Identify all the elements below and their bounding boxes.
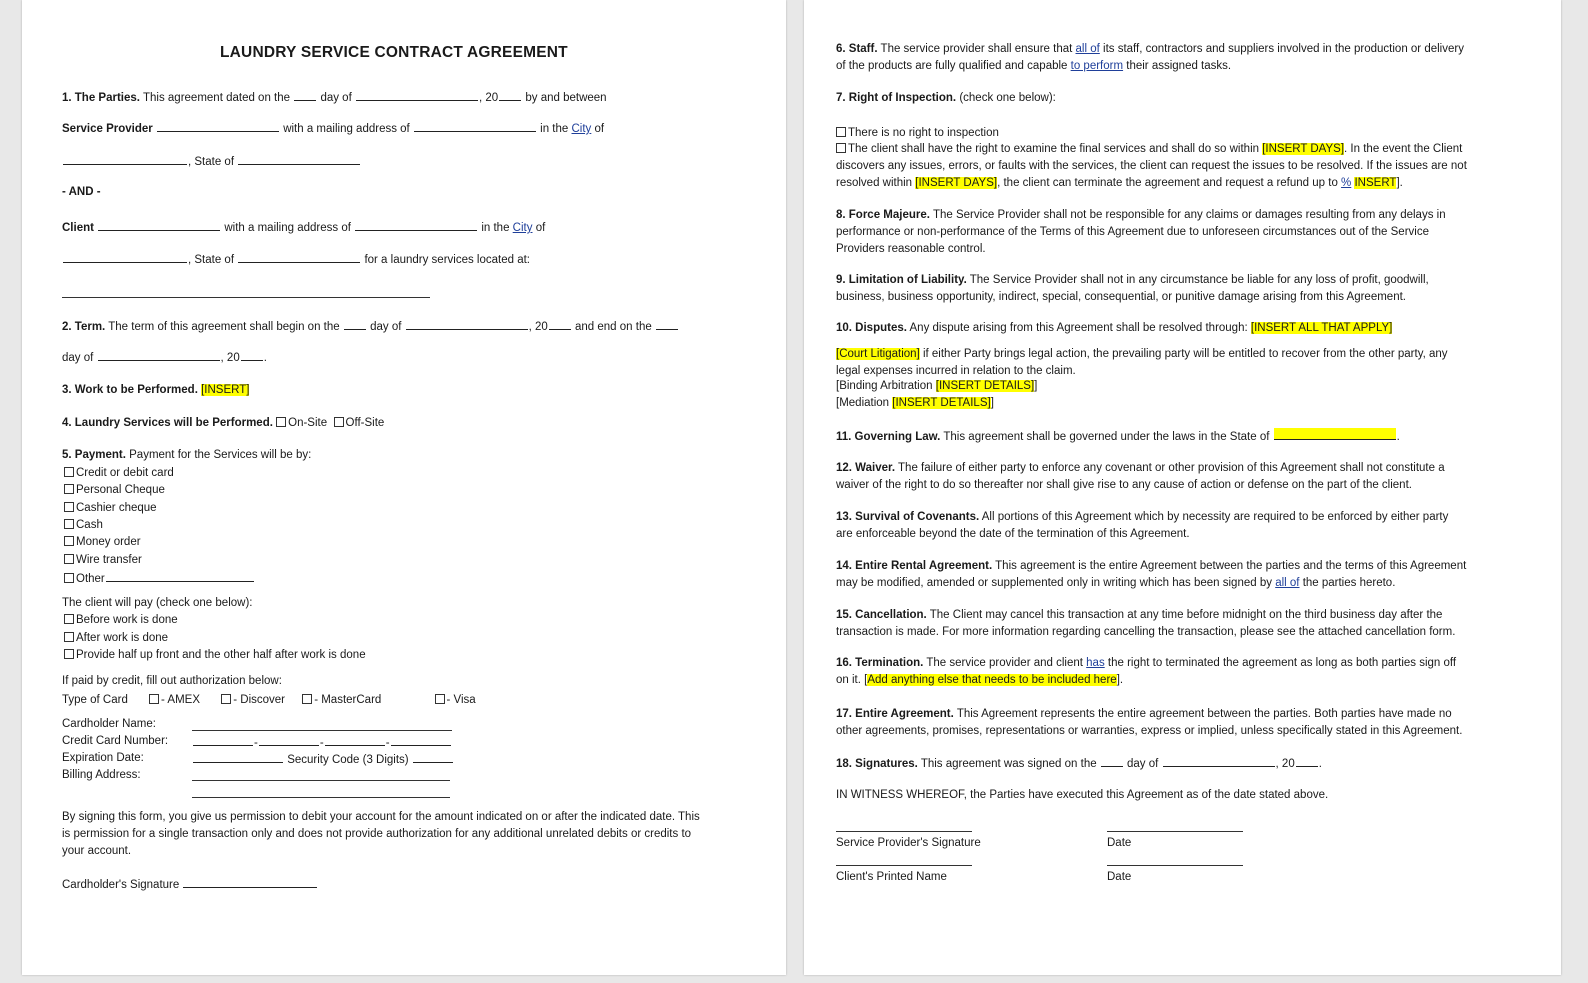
- term-text: The term of this agreement shall begin on the: [108, 321, 340, 333]
- card-number-blank[interactable]: [325, 734, 385, 746]
- staff-text-a: The service provider shall ensure that: [880, 43, 1073, 55]
- refund-insert: INSERT: [1354, 177, 1397, 189]
- discover-checkbox[interactable]: [221, 694, 231, 704]
- entire-label: 17. Entire Agreement.: [836, 708, 954, 720]
- staff-text-b: its staff, contractors and suppliers involved in the production or delivery of the products are fully qualified and capable: [836, 43, 1464, 72]
- location-blank[interactable]: [62, 297, 430, 298]
- date-line-1[interactable]: [1107, 831, 1243, 832]
- governing-label: 11. Governing Law.: [836, 431, 941, 443]
- other-blank[interactable]: [106, 570, 254, 582]
- term-end-year-blank[interactable]: [241, 349, 263, 361]
- client-state-blank[interactable]: [238, 251, 360, 263]
- card-number-blank[interactable]: [391, 734, 451, 746]
- client-mailing-text: with a mailing address of: [224, 222, 351, 234]
- binding-insert: [INSERT DETAILS]: [935, 380, 1035, 392]
- service-provider-label: Service Provider: [62, 123, 153, 135]
- client-pay-option: [64, 613, 178, 628]
- staff-text-c: their assigned tasks.: [1126, 60, 1232, 72]
- sp-city-blank[interactable]: [63, 153, 187, 165]
- sign-month-blank[interactable]: [1163, 755, 1275, 767]
- payment-option-label: Money order: [76, 536, 141, 548]
- staff-section: [836, 41, 1468, 75]
- payment-checkbox[interactable]: [64, 519, 74, 529]
- signatures-line: 18. Signatures. This agreement was signed on the day of , 20 .: [836, 755, 1322, 772]
- force-text: The Service Provider shall not be responsible for any claims or damages resulting from any delays in performance or non-performance of the Terms of this Agreement due to unforeseen circumstances out of the Service Providers reasonable control.: [836, 209, 1446, 255]
- payment-option-label: Other: [76, 573, 105, 585]
- client-pay-option-label: Provide half up front and the other half after work is done: [76, 649, 366, 661]
- billing-blank-2[interactable]: [192, 797, 450, 798]
- card-number-blank[interactable]: [259, 734, 319, 746]
- term-end-day-blank[interactable]: [656, 318, 678, 330]
- card-number-blanks: - - -: [192, 734, 452, 751]
- term-end-day-of: day of: [62, 352, 94, 364]
- payment-checkbox[interactable]: [64, 554, 74, 564]
- rental-text-b: the parties hereto.: [1302, 577, 1396, 589]
- force-majeure-section: [836, 207, 1468, 258]
- payment-text: Payment for the Services will be by:: [129, 449, 312, 461]
- sign-day-blank[interactable]: [1101, 755, 1123, 767]
- cardholder-signature-line: [62, 876, 318, 893]
- laundry-label: 4. Laundry Services will be Performed.: [62, 417, 273, 429]
- termination-section: [836, 655, 1468, 689]
- work-label: 3. Work to be Performed.: [62, 384, 198, 396]
- inspection-text: (check one below):: [959, 92, 1056, 104]
- client-city-blank[interactable]: [63, 251, 187, 263]
- date-label-2: Date: [1107, 871, 1132, 883]
- court-litigation: [836, 346, 1468, 380]
- parties-between: by and between: [525, 92, 607, 104]
- payment-option: [64, 553, 142, 568]
- parties-text: This agreement dated on the: [142, 92, 291, 104]
- mastercard-label: - MasterCard: [314, 694, 382, 706]
- day-blank[interactable]: [294, 89, 316, 101]
- payment-label: 5. Payment.: [62, 449, 126, 461]
- insert-days-1: [INSERT DAYS]: [1262, 143, 1345, 155]
- document-page-right: [804, 0, 1561, 975]
- mediation-insert: [INSERT DETAILS]: [892, 397, 991, 409]
- payment-checkbox[interactable]: [64, 573, 74, 583]
- sp-state-text: , State of: [188, 156, 235, 168]
- entire-text: This Agreement represents the entire agreement between the parties. Both parties have made no other agreements, promises, representations or warranties, express or implied, unless specifically stated in this Agreement.: [836, 708, 1463, 737]
- expiration-line: [192, 751, 454, 768]
- client-city-link: City: [512, 222, 533, 234]
- payment-checkbox[interactable]: [64, 467, 74, 477]
- payment-option-label: Credit or debit card: [76, 467, 174, 479]
- state-line-2: [62, 251, 530, 268]
- witness-text: IN WITNESS WHEREOF, the Parties have executed this Agreement as of the date stated above.: [836, 789, 1329, 801]
- amex-checkbox[interactable]: [149, 694, 159, 704]
- payment-line: [62, 448, 311, 463]
- disputes-line: [836, 321, 1392, 336]
- service-provider-blank[interactable]: [157, 120, 279, 132]
- term-end-year-prefix: , 20: [220, 352, 240, 364]
- offsite-checkbox[interactable]: [334, 417, 344, 427]
- liability-text: The Service Provider shall not in any circumstance be liable for any loss of profit, goodwill, business, business opportunity, indirect, special, consequential, or punitive damage arising from this Agreement.: [836, 274, 1429, 303]
- client-city-post: of: [535, 222, 546, 234]
- payment-option-label: Cash: [76, 519, 103, 531]
- parties-year-prefix: , 20: [478, 92, 499, 104]
- payment-checkbox[interactable]: [64, 484, 74, 494]
- client-pay-checkbox[interactable]: [64, 649, 74, 659]
- sp-city-pre: in the: [540, 123, 569, 135]
- expiration-label: Expiration Date:: [62, 752, 144, 764]
- mastercard-checkbox[interactable]: [302, 694, 312, 704]
- cancellation-label: 15. Cancellation.: [836, 609, 927, 621]
- inspection-checkbox[interactable]: [836, 127, 846, 137]
- date-label-1: Date: [1107, 837, 1132, 849]
- term-line-2: day of , 20 .: [62, 349, 267, 366]
- client-pay-checkbox[interactable]: [64, 614, 74, 624]
- sign-year-blank[interactable]: [1296, 755, 1318, 767]
- security-code-blank[interactable]: [413, 751, 453, 763]
- disputes-insert-all: [INSERT ALL THAT APPLY]: [1250, 322, 1393, 334]
- inspection-option-1: [836, 126, 999, 141]
- survival-label: 13. Survival of Covenants.: [836, 511, 980, 523]
- entire-agreement-section: [836, 706, 1468, 740]
- client-pay-checkbox[interactable]: [64, 632, 74, 642]
- expiration-blank[interactable]: [193, 751, 283, 763]
- term-label: 2. Term.: [62, 321, 106, 333]
- inspection-checkbox[interactable]: [836, 143, 846, 153]
- date-line-2[interactable]: [1107, 865, 1243, 866]
- governing-text: This agreement shall be governed under the laws in the State of: [943, 431, 1270, 443]
- rental-link: all of: [1275, 577, 1300, 589]
- term-end-month-blank[interactable]: [98, 349, 220, 361]
- payment-option: [64, 483, 165, 498]
- client-pay-option-label: Before work is done: [76, 614, 178, 626]
- inspection-line: [836, 91, 1056, 106]
- onsite-label: On-Site: [288, 417, 328, 429]
- termination-text-b: the right to terminated the agreement as long as both parties sign off on it. [: [836, 657, 1457, 686]
- staff-link-a: all of: [1075, 43, 1100, 55]
- client-pay-option: [64, 648, 366, 663]
- disputes-label: 10. Disputes.: [836, 322, 907, 334]
- payment-checkbox[interactable]: [64, 536, 74, 546]
- sp-signature-line[interactable]: [836, 831, 972, 832]
- cardholder-name-blank[interactable]: [192, 730, 452, 731]
- staff-label: 6. Staff.: [836, 43, 878, 55]
- inspection-opt2-text-c: , the client can terminate the agreement and request a refund up to: [997, 177, 1338, 189]
- mediation: [836, 396, 994, 411]
- signatures-text-b: day of: [1127, 758, 1159, 770]
- authorization-text: By signing this form, you give us permission to debit your account for the amount indicated on or after the indicated date. This is permission for a single transaction only and does not provide authorization for any additional unrelated debits or credits to your account.: [62, 811, 700, 857]
- insert-days-2: [INSERT DAYS]: [915, 177, 998, 189]
- governing-state-blank[interactable]: [1274, 428, 1396, 440]
- court-litigation-label: [Court Litigation]: [836, 348, 920, 360]
- term-month-blank[interactable]: [406, 318, 528, 330]
- sp-signature-label: Service Provider's Signature: [836, 837, 981, 849]
- binding-label: [Binding Arbitration: [836, 380, 933, 392]
- cancellation-text: The Client may cancel this transaction at any time before midnight on the third business day after the transaction is made. For more information regarding cancelling the transaction, please see the attached cancellation form.: [836, 609, 1456, 638]
- sp-address-blank[interactable]: [414, 120, 536, 132]
- liability-section: [836, 272, 1468, 306]
- service-provider-line: [62, 120, 604, 137]
- visa-checkbox[interactable]: [435, 694, 445, 704]
- disputes-text: Any dispute arising from this Agreement shall be resolved through:: [909, 322, 1248, 334]
- client-name-label: Client's Printed Name: [836, 871, 947, 883]
- client-address-blank[interactable]: [355, 219, 477, 231]
- termination-text-a: The service provider and client: [926, 657, 1083, 669]
- card-number-blank[interactable]: [193, 734, 253, 746]
- parties-label: 1. The Parties.: [62, 92, 140, 104]
- cardholder-name-label: Cardholder Name:: [62, 718, 156, 730]
- term-year-prefix: , 20: [528, 321, 548, 333]
- binding-arbitration: [836, 379, 1037, 394]
- laundry-line: [62, 416, 384, 431]
- client-pay-option-label: After work is done: [76, 632, 169, 644]
- inspection-option-2: [836, 141, 1468, 192]
- state-line-1: [62, 153, 361, 170]
- billing-label: Billing Address:: [62, 769, 141, 781]
- waiver-label: 12. Waiver.: [836, 462, 896, 474]
- mediation-close: ]: [990, 397, 994, 409]
- payment-option: [64, 466, 174, 481]
- term-day-blank[interactable]: [344, 318, 366, 330]
- rental-label: 14. Entire Rental Agreement.: [836, 560, 993, 572]
- credit-intro: If paid by credit, fill out authorization below:: [62, 675, 282, 687]
- card-type-label: Type of Card: [62, 694, 128, 706]
- onsite-checkbox[interactable]: [276, 417, 286, 427]
- term-line: [62, 318, 679, 335]
- client-line: [62, 219, 545, 236]
- parties-day-of: day of: [320, 92, 352, 104]
- inspection-opt2-text-b: . In the event the Client discovers any issues, errors, or faults with the services, the client can request the issues to be resolved. If the issues are not resolved within: [836, 143, 1467, 189]
- payment-option: [64, 501, 157, 516]
- termination-label: 16. Termination.: [836, 657, 924, 669]
- payment-option: [64, 518, 103, 533]
- client-blank[interactable]: [98, 219, 220, 231]
- sp-state-blank[interactable]: [238, 153, 360, 165]
- document-title: LAUNDRY SERVICE CONTRACT AGREEMENT: [220, 44, 568, 61]
- sp-mailing-text: with a mailing address of: [283, 123, 410, 135]
- term-day-of: day of: [370, 321, 402, 333]
- sp-city-post: of: [594, 123, 605, 135]
- survival-text: All portions of this Agreement which by necessity are required to be enforced by either party are enforceable beyond the date of the termination of this Agreement.: [836, 511, 1449, 540]
- payment-checkbox[interactable]: [64, 502, 74, 512]
- client-label: Client: [62, 222, 94, 234]
- billing-blank[interactable]: [192, 780, 450, 781]
- term-year-blank[interactable]: [549, 318, 571, 330]
- governing-law-line: 11. Governing Law. This agreement shall be governed under the laws in the State of .: [836, 428, 1400, 445]
- termination-end: ].: [1116, 674, 1124, 686]
- rental-section: [836, 558, 1468, 592]
- year-blank[interactable]: [499, 89, 521, 101]
- cancellation-section: [836, 607, 1468, 641]
- liability-label: 9. Limitation of Liability.: [836, 274, 967, 286]
- termination-link: has: [1086, 657, 1105, 669]
- offsite-label: Off-Site: [345, 417, 385, 429]
- inspection-option-label: There is no right to inspection: [848, 127, 999, 139]
- force-label: 8. Force Majeure.: [836, 209, 930, 221]
- signatures-year-prefix: , 20: [1275, 758, 1295, 770]
- parties-line: [62, 89, 607, 106]
- cardholder-signature-blank[interactable]: [183, 876, 317, 888]
- work-insert: [INSERT]: [201, 384, 250, 396]
- inspection-label: 7. Right of Inspection.: [836, 92, 957, 104]
- staff-link-b: to perform: [1070, 60, 1124, 72]
- client-pay-text: The client will pay (check one below):: [62, 597, 253, 609]
- amex-label: - AMEX: [161, 694, 201, 706]
- waiver-text: The failure of either party to enforce any covenant or other provision of this Agreement shall not constitute a waiver of the right to do so thereafter nor shall give rise to any cause of action or defense on the part of the client.: [836, 462, 1445, 491]
- cardholder-signature-label: Cardholder's Signature: [62, 879, 180, 891]
- security-code-label: Security Code (3 Digits): [287, 754, 409, 766]
- client-name-line[interactable]: [836, 865, 972, 866]
- payment-option: [64, 535, 141, 550]
- rental-text-a: This agreement is the entire Agreement between the parties and the terms of this Agreement may be modified, amended or supplemented only in writing which has been signed by: [836, 560, 1467, 589]
- card-type-line: [62, 693, 476, 708]
- document-page-left: [22, 0, 786, 975]
- located-text: for a laundry services located at:: [364, 254, 530, 266]
- termination-insert: Add anything else that needs to be included here: [867, 674, 1117, 686]
- payment-option-label: Cashier cheque: [76, 502, 157, 514]
- court-litigation-text: if either Party brings legal action, the prevailing party will be entitled to recover from the other party, any legal expenses incurred in relation to the claim.: [836, 348, 1448, 377]
- client-pay-option: [64, 631, 168, 646]
- client-state-text: , State of: [188, 254, 235, 266]
- inspection-opt2-text-a: The client shall have the right to examine the final services and shall do so within: [848, 143, 1260, 155]
- mediation-label: [Mediation: [836, 397, 890, 409]
- discover-label: - Discover: [233, 694, 285, 706]
- waiver-section: [836, 460, 1468, 494]
- refund-end: ].: [1396, 177, 1403, 189]
- payment-option: [64, 570, 255, 587]
- visa-label: - Visa: [446, 694, 476, 706]
- month-blank[interactable]: [356, 89, 478, 101]
- signatures-label: 18. Signatures.: [836, 758, 918, 770]
- and-separator: - AND -: [62, 186, 101, 198]
- client-city-pre: in the: [481, 222, 510, 234]
- binding-close: ]: [1034, 380, 1038, 392]
- work-line: [62, 383, 249, 398]
- card-number-label: Credit Card Number:: [62, 735, 169, 747]
- signatures-text-a: This agreement was signed on the: [920, 758, 1097, 770]
- survival-section: [836, 509, 1468, 543]
- sp-city-link: City: [571, 123, 592, 135]
- payment-option-label: Personal Cheque: [76, 484, 165, 496]
- term-end-text: and end on the: [575, 321, 652, 333]
- payment-option-label: Wire transfer: [76, 554, 142, 566]
- refund-percent: %: [1341, 177, 1352, 189]
